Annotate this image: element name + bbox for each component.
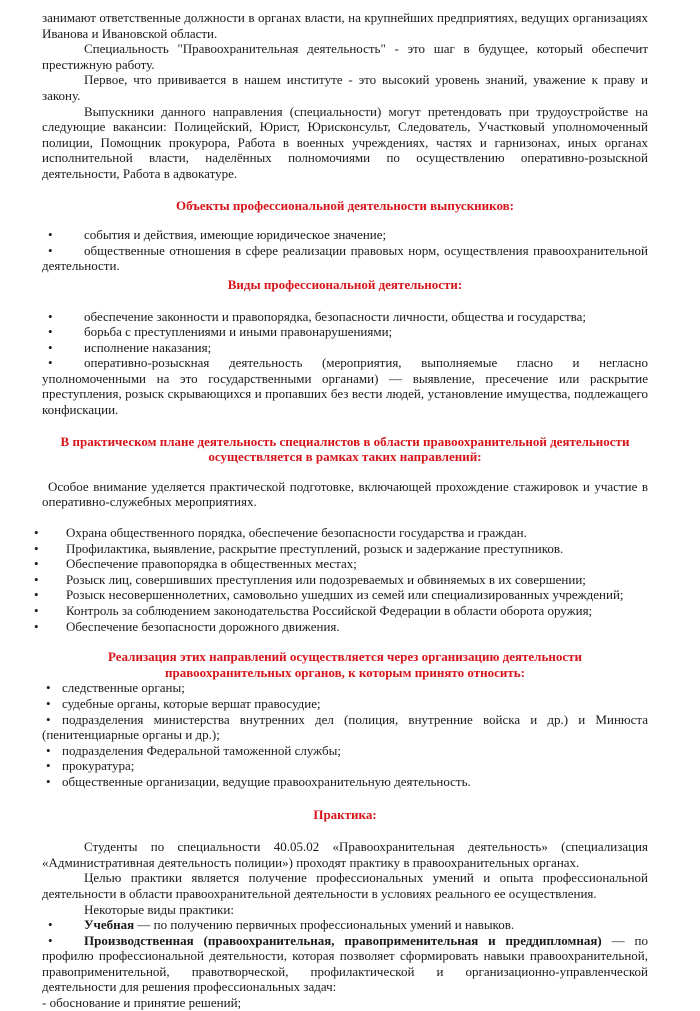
- activity-types-list: [42, 309, 648, 418]
- practice-types-list: [42, 917, 648, 995]
- bullet-icon: •: [48, 242, 53, 258]
- bullet-icon: •: [46, 742, 51, 758]
- bullet-icon: •: [48, 324, 53, 340]
- intro-paragraph-3: Первое, что прививается в нашем институте - это высокий уровень знаний, уважение к праву и закону.: [42, 72, 648, 103]
- bullet-icon: •: [34, 556, 39, 572]
- objects-heading: Объекты профессиональной деятельности выпускников:: [175, 197, 515, 213]
- list-item: • общественные организации, ведущие правоохранительную деятельность.: [42, 774, 648, 790]
- directions-list: [34, 525, 648, 634]
- list-item: • подразделения министерства внутренних дел (полиция, внутренние войска и др.) и Минюста (пенитенциарные органы и др.);: [42, 711, 648, 743]
- list-item: • оперативно-розыскная деятельность (мероприятия, выполняемые гласно и негласно уполномоченными на это государственными органами) — выявление, пресечение или раскрытие преступления, розыск скрывающихся и пропавших без вести людей, установление имущества, подлежащего конфискации.: [42, 355, 648, 418]
- list-item: • Обеспечение правопорядка в общественных местах;: [34, 556, 357, 572]
- intro-paragraph-1: занимают ответственные должности в органах власти, на крупнейших предприятиях, ведущих организациях Иванова и Ивановской области.: [42, 10, 648, 41]
- bullet-icon: •: [46, 680, 51, 696]
- list-item: • Профилактика, выявление, раскрытие преступлений, розыск и задержание преступников.: [34, 540, 564, 556]
- bullet-icon: •: [34, 571, 39, 587]
- directions-heading-line-1: В практическом плане деятельность специалистов в области правоохранительной деятельности: [60, 433, 630, 449]
- objects-list: [42, 227, 648, 274]
- bullet-icon: •: [34, 540, 39, 556]
- list-item: • Розыск несовершеннолетних, самовольно ушедших из семей или специализированных учреждений;: [34, 587, 624, 603]
- list-item: • следственные органы;: [42, 680, 648, 696]
- list-item: • Охрана общественного порядка, обеспечение безопасности государства и граждан.: [34, 525, 527, 541]
- practice-paragraph-1: Студенты по специальности 40.05.02 «Правоохранительная деятельность» (специализация «Административная деятельность полиции») проходят практику в правоохранительных органах.: [42, 839, 648, 870]
- practice-task-item: - обоснование и принятие решений;: [42, 995, 242, 1011]
- directions-note: Особое внимание уделяется практической подготовке, включающей прохождение стажировок и участие в оперативно-служебных мероприятиях.: [42, 478, 648, 510]
- bullet-icon: •: [48, 308, 53, 324]
- bullet-icon: •: [46, 711, 51, 727]
- list-item: • Обеспечение безопасности дорожного движения.: [34, 618, 340, 634]
- bullet-icon: •: [48, 339, 53, 355]
- list-item: • Розыск лиц, совершивших преступления или подозреваемых и обвиняемых в их совершении;: [34, 571, 586, 587]
- bullet-icon: •: [34, 618, 39, 634]
- activity-types-heading: Виды профессиональной деятельности:: [227, 276, 463, 292]
- list-item: • борьба с преступлениями и иными правонарушениями;: [42, 324, 648, 340]
- bullet-icon: •: [48, 932, 53, 948]
- list-item: • прокуратура;: [42, 758, 648, 774]
- intro-paragraph-4: Выпускники данного направления (специальности) могут претендовать при трудоустройстве на следующие вакансии: Полицейский, Юрист, Юрисконсульт, Следователь, Участковый уполномоченный полиции, Помощник прокурора, Работа в военных учреждениях, частях и гарнизонах, иных органах исполнительной власти, наделённых полномочиями по осуществлению оперативно-розыскной деятельности, Работа в адвокатуре.: [42, 103, 648, 181]
- practice-heading: Практика:: [313, 806, 377, 822]
- organs-list: [42, 680, 648, 789]
- document-page: [34, 10, 648, 1011]
- list-item: • подразделения Федеральной таможенной службы;: [42, 743, 648, 759]
- list-item: • обеспечение законности и правопорядка, безопасности личности, общества и государства;: [42, 309, 648, 325]
- bullet-icon: •: [34, 587, 39, 603]
- practice-paragraph-3: Некоторые виды практики:: [84, 901, 234, 917]
- practice-paragraph-2: Целью практики является получение профессиональных умений и опыта профессиональной деятельности в области правоохранительной деятельности в условиях реального ее осуществления.: [42, 870, 648, 901]
- list-item: • события и действия, имеющие юридическое значение;: [42, 227, 648, 243]
- directions-heading-line-2: осуществляется в рамках таких направлений:: [208, 449, 482, 465]
- bullet-icon: •: [34, 603, 39, 618]
- bullet-icon: •: [34, 525, 39, 541]
- bullet-icon: •: [46, 758, 51, 774]
- list-item: • исполнение наказания;: [42, 340, 648, 356]
- organs-heading-line-1: Реализация этих направлений осуществляется через организацию деятельности: [108, 649, 582, 665]
- bullet-icon: •: [46, 773, 51, 789]
- bullet-icon: •: [46, 695, 51, 711]
- organs-heading-line-2: правоохранительных органов, к которым принято относить:: [165, 664, 525, 680]
- bullet-icon: •: [48, 917, 53, 933]
- list-item: • судебные органы, которые вершат правосудие;: [42, 696, 648, 712]
- intro-paragraph-2: Специальность "Правоохранительная деятельность" - это шаг в будущее, который обеспечит престижную работу.: [42, 41, 648, 72]
- list-item: • Производственная (правоохранительная, правоприменительная и преддипломная) — по профилю профессиональной деятельности, которая позволяет сформировать навыки правоохранительной, правоприменительной, правотворческой, профилактической и организационно-управленческой деятельности для решения профессиональных задач:: [42, 932, 648, 995]
- bullet-icon: •: [48, 355, 53, 371]
- list-item: • общественные отношения в сфере реализации правовых норм, осуществления правоохранительной деятельности.: [42, 242, 648, 274]
- list-item: • Контроль за соблюдением законодательства Российской Федерации в области оборота оружия;: [34, 603, 593, 618]
- bullet-icon: •: [48, 227, 53, 243]
- list-item: • Учебная — по получению первичных профессиональных умений и навыков.: [42, 917, 648, 933]
